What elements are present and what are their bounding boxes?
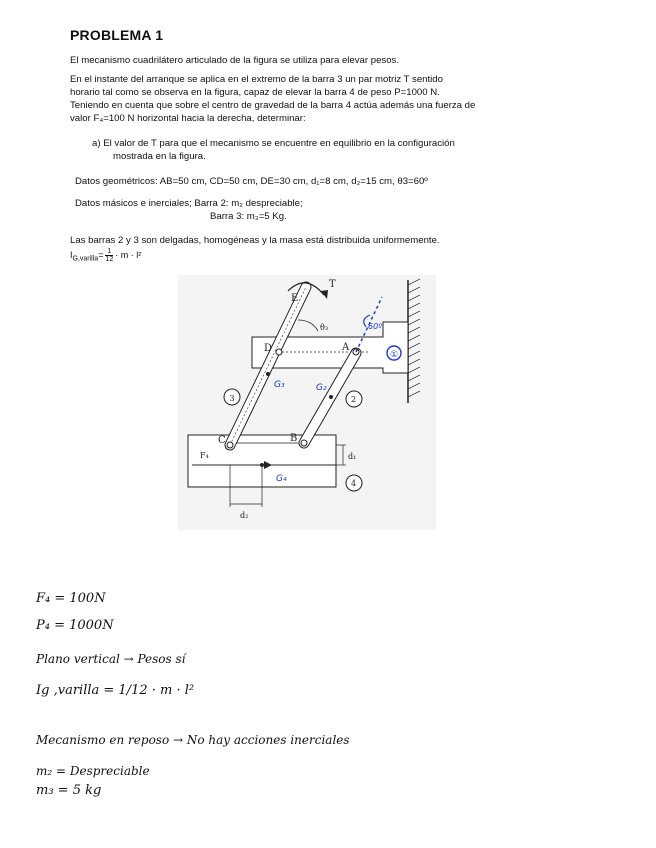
question-a-line-1: a) El valor de T para que el mecanismo se encuentre en equilibrio en la configuración <box>92 138 455 149</box>
bars-note: Las barras 2 y 3 son delgadas, homogéneas y la masa está distribuida uniformemente. <box>70 235 440 246</box>
label-angle: 60º <box>368 322 382 331</box>
statement-line-1: En el instante del arranque se aplica en el extremo de la barra 3 un par motriz T sentido <box>70 74 443 85</box>
label-bar-2: 2 <box>351 395 357 404</box>
g4-marker <box>260 463 264 467</box>
joint-d <box>276 349 282 355</box>
mass-data-line-1: Datos másicos e inerciales; Barra 2: m₂ despreciable; <box>75 198 303 209</box>
label-c: C <box>218 435 226 446</box>
label-f4: F₄ <box>200 451 209 460</box>
label-t: T <box>329 279 336 290</box>
figure-background <box>178 275 436 530</box>
label-d1: d₁ <box>348 452 357 461</box>
mass-data-line-2: Barra 3: m₃=5 Kg. <box>210 211 287 222</box>
joint-c <box>227 442 233 448</box>
label-b: B <box>290 433 298 444</box>
label-theta3: θ₃ <box>320 323 329 332</box>
label-d: D <box>264 343 273 354</box>
note-mecanismo: Mecanismo en reposo → No hay acciones inerciales <box>36 733 350 747</box>
label-g2: G₂ <box>316 383 327 393</box>
label-g4: G₄ <box>276 474 287 484</box>
mechanism-figure <box>178 275 436 530</box>
label-bar-3: 3 <box>229 394 235 403</box>
note-f4: F₄ = 100N <box>36 591 106 606</box>
statement-line-4: valor F₄=100 N horizontal hacia la derecha, determinar: <box>70 113 306 124</box>
label-ground: ① <box>390 350 399 360</box>
label-a: A <box>342 342 350 353</box>
label-g3: G₃ <box>274 380 285 390</box>
label-d2: d₂ <box>240 511 249 520</box>
joint-b <box>301 440 307 446</box>
note-p4: P₄ = 1000N <box>36 618 114 633</box>
geometric-data: Datos geométricos: AB=50 cm, CD=50 cm, DE=30 cm, d₁=8 cm, d₂=15 cm, θ3=60º <box>75 176 428 187</box>
statement-line-3: Teniendo en cuenta que sobre el centro de gravedad de la barra 4 actúa además una fuerza de <box>70 100 476 111</box>
g3-marker <box>266 372 270 376</box>
note-inertia: Ig ,varilla = 1/12 · m · l² <box>36 683 195 698</box>
label-e: E <box>291 293 299 304</box>
question-a-line-2: mostrada en la figura. <box>113 151 206 162</box>
g2-marker <box>329 395 333 399</box>
inertia-formula: $I_{G,varilla}=$ $\frac{1}{12}$ · m · l² <box>70 248 142 263</box>
intro-text: El mecanismo cuadrilátero articulado de la figura se utiliza para elevar pesos. <box>70 55 400 66</box>
statement-line-2: horario tal como se observa en la figura, capaz de elevar la barra 4 de peso P=1000 N. <box>70 87 440 98</box>
note-plano: Plano vertical → Pesos sí <box>36 652 186 666</box>
note-m3: m₃ = 5 kg <box>36 783 102 798</box>
problem-title: PROBLEMA 1 <box>70 27 164 43</box>
fraction: $\frac{1}{12}$ <box>105 248 114 263</box>
note-m2: m₂ = Despreciable <box>36 764 150 778</box>
label-bar-4: 4 <box>351 479 357 488</box>
